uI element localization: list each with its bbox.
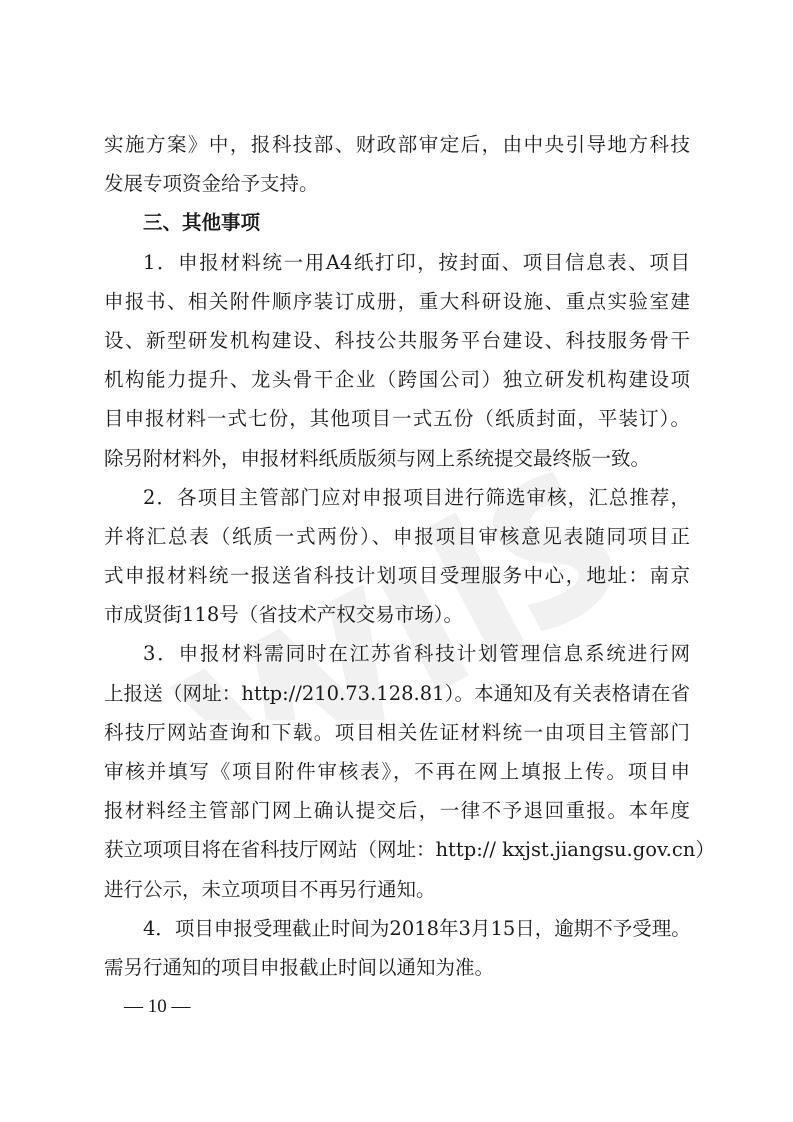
text-line: 上报送（网址：http://210.73.128.81）。本通知及有关表格请在省 [104, 681, 690, 705]
page-number: — 10 — [124, 996, 191, 1017]
text-line: 3．申报材料需同时在江苏省科技计划管理信息系统进行网 [143, 642, 690, 666]
text-line: 发展专项资金给予支持。 [104, 172, 319, 196]
text-line: 机构能力提升、龙头骨干企业（跨国公司）独立研发机构建设项 [104, 368, 690, 392]
text-line: 并将汇总表（纸质一式两份）、申报项目审核意见表随同项目正 [104, 524, 690, 548]
text-line: 需另行通知的项目申报截止时间以通知为准。 [104, 955, 495, 979]
text-line: 设、新型研发机构建设、科技公共服务平台建设、科技服务骨干 [104, 328, 690, 352]
text-line: 申报书、相关附件顺序装订成册，重大科研设施、重点实验室建 [104, 289, 690, 313]
text-line: 审核并填写《项目附件审核表》，不再在网上填报上传。项目申 [104, 760, 690, 783]
text-line: 目申报材料一式七份，其他项目一式五份（纸质封面，平装订）。 [104, 407, 690, 431]
text-line: 2．各项目主管部门应对申报项目进行筛选审核，汇总推荐， [143, 485, 690, 509]
section-heading: 三、其他事项 [143, 211, 261, 235]
text-line: 科技厅网站查询和下载。项目相关佐证材料统一由项目主管部门 [104, 720, 690, 744]
text-line: 获立项项目将在省科技厅网站（网址：http:// kxjst.jiangsu.gov.cn） [104, 838, 715, 862]
text-line: 式申报材料统一报送省科技计划项目受理服务中心，地址：南京 [104, 564, 690, 588]
body-text [104, 125, 715, 987]
text-line: 1．申报材料统一用A4纸打印，按封面、项目信息表、项目 [143, 250, 690, 274]
text-line: 市成贤街118号（省技术产权交易市场）。 [104, 603, 463, 627]
text-line: 进行公示，未立项项目不再另行通知。 [104, 877, 436, 901]
text-line: 除另附材料外，申报材料纸质版须与网上系统提交最终版一致。 [104, 446, 651, 470]
text-line: 实施方案》中，报科技部、财政部审定后，由中央引导地方科技 [104, 133, 690, 156]
text-line: 4．项目申报受理截止时间为2018年3月15日，逾期不予受理。 [143, 916, 691, 940]
text-line: 报材料经主管部门网上确认提交后，一律不予退回重报。本年度 [104, 799, 690, 823]
